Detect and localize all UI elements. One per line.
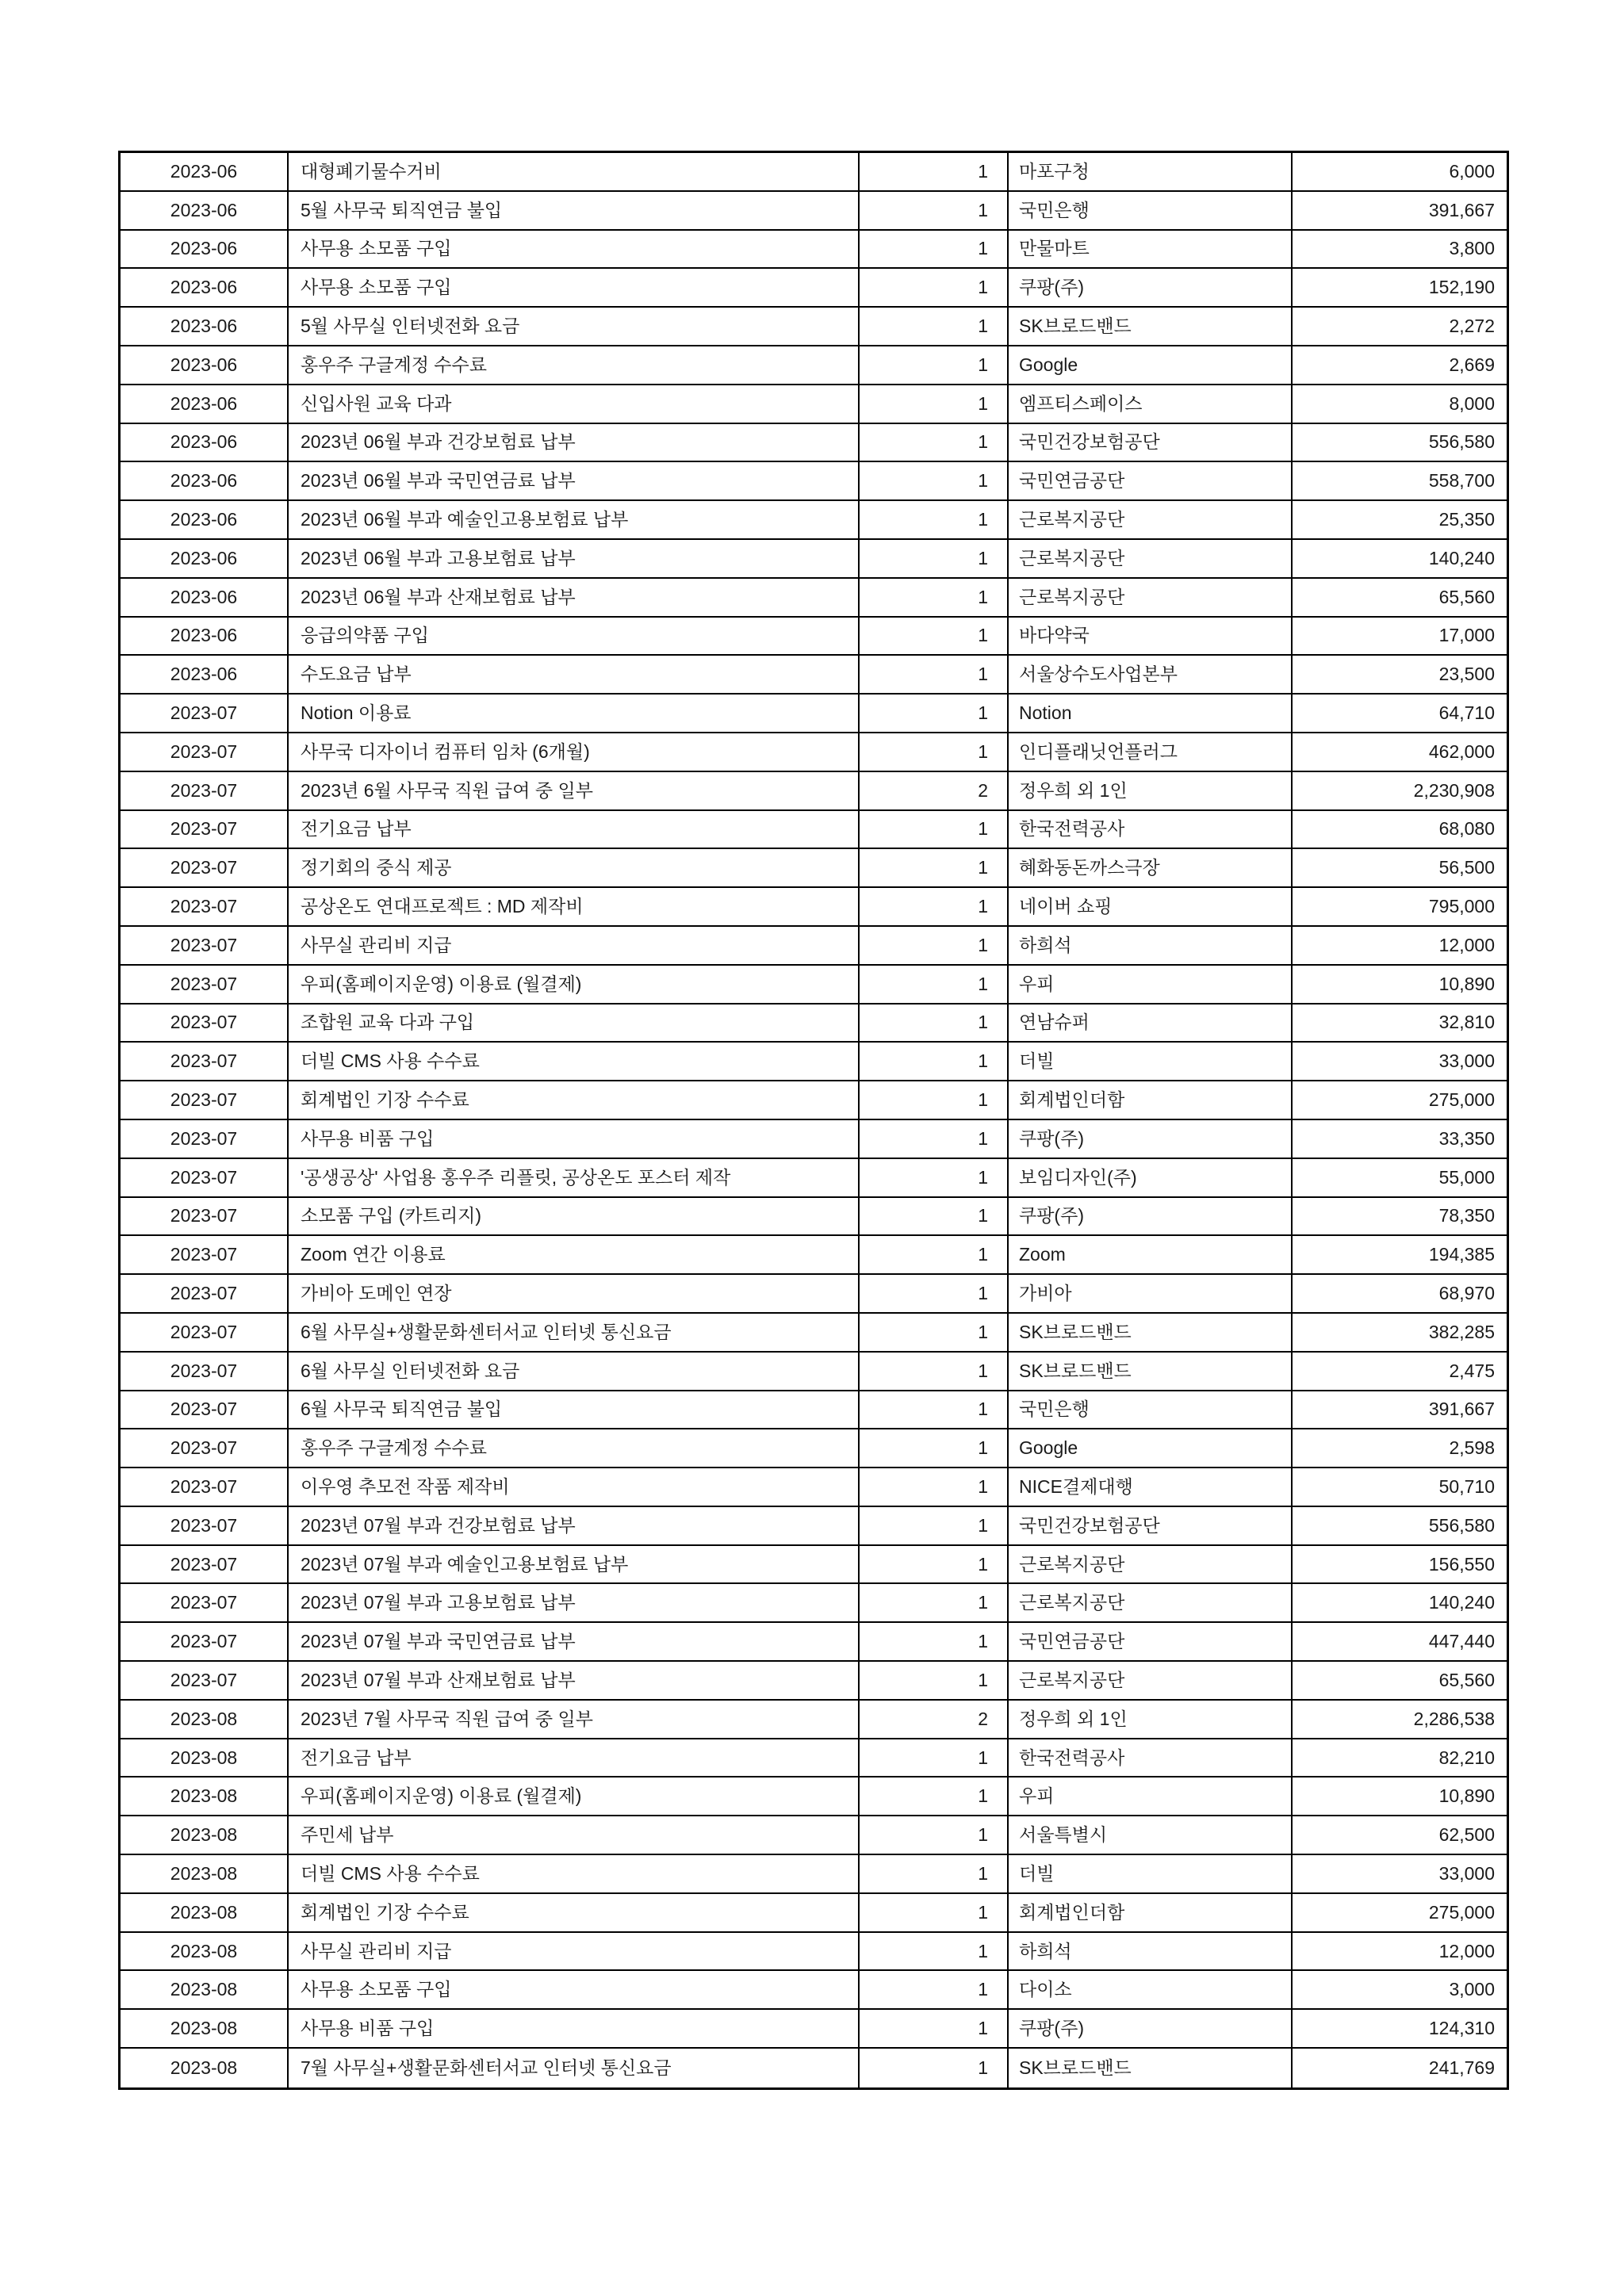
expense-table: [118, 151, 1509, 2090]
cell-quantity: 1: [860, 966, 1009, 1004]
cell-vendor: 우피: [1009, 1777, 1293, 1816]
cell-amount: 82,210: [1293, 1739, 1507, 1778]
cell-description: 소모품 구입 (카트리지): [289, 1198, 860, 1237]
cell-date: 2023-07: [121, 1546, 289, 1585]
cell-amount: 2,669: [1293, 346, 1507, 385]
cell-quantity: 1: [860, 308, 1009, 346]
cell-date: 2023-06: [121, 153, 289, 192]
cell-amount: 6,000: [1293, 153, 1507, 192]
cell-vendor: 만물마트: [1009, 231, 1293, 270]
cell-quantity: 1: [860, 656, 1009, 695]
cell-quantity: 1: [860, 2049, 1009, 2087]
cell-date: 2023-07: [121, 966, 289, 1004]
cell-description: 사무실 관리비 지급: [289, 1933, 860, 1972]
cell-vendor: SK브로드밴드: [1009, 2049, 1293, 2087]
cell-date: 2023-07: [121, 1468, 289, 1507]
cell-amount: 33,350: [1293, 1120, 1507, 1159]
cell-amount: 12,000: [1293, 1933, 1507, 1972]
cell-quantity: 1: [860, 1391, 1009, 1430]
cell-description: 응급의약품 구입: [289, 618, 860, 656]
cell-description: 회계법인 기장 수수료: [289, 1894, 860, 1933]
cell-date: 2023-07: [121, 1236, 289, 1275]
cell-quantity: 1: [860, 2010, 1009, 2049]
cell-vendor: 혜화동돈까스극장: [1009, 849, 1293, 888]
cell-description: 전기요금 납부: [289, 811, 860, 850]
cell-quantity: 1: [860, 1120, 1009, 1159]
cell-vendor: Notion: [1009, 695, 1293, 733]
cell-vendor: 하희석: [1009, 927, 1293, 966]
cell-amount: 3,800: [1293, 231, 1507, 270]
cell-vendor: 정우희 외 1인: [1009, 772, 1293, 811]
cell-description: 5월 사무국 퇴직연금 불입: [289, 192, 860, 231]
cell-amount: 33,000: [1293, 1043, 1507, 1081]
cell-date: 2023-07: [121, 1507, 289, 1546]
cell-vendor: 쿠팡(주): [1009, 1198, 1293, 1237]
cell-quantity: 1: [860, 1894, 1009, 1933]
cell-amount: 68,970: [1293, 1275, 1507, 1314]
cell-quantity: 1: [860, 1275, 1009, 1314]
cell-date: 2023-06: [121, 269, 289, 308]
cell-date: 2023-07: [121, 1043, 289, 1081]
cell-description: 2023년 6월 사무국 직원 급여 중 일부: [289, 772, 860, 811]
cell-vendor: 우피: [1009, 966, 1293, 1004]
cell-description: 2023년 06월 부과 예술인고용보험료 납부: [289, 501, 860, 540]
cell-description: 홍우주 구글계정 수수료: [289, 346, 860, 385]
cell-vendor: 근로복지공단: [1009, 1662, 1293, 1701]
cell-date: 2023-08: [121, 1894, 289, 1933]
cell-quantity: 1: [860, 1081, 1009, 1120]
cell-date: 2023-07: [121, 1314, 289, 1353]
cell-amount: 50,710: [1293, 1468, 1507, 1507]
cell-quantity: 1: [860, 501, 1009, 540]
cell-vendor: 근로복지공단: [1009, 501, 1293, 540]
cell-amount: 2,230,908: [1293, 772, 1507, 811]
cell-description: 회계법인 기장 수수료: [289, 1081, 860, 1120]
cell-vendor: 국민건강보험공단: [1009, 1507, 1293, 1546]
cell-quantity: 1: [860, 1777, 1009, 1816]
cell-vendor: 엠프티스페이스: [1009, 385, 1293, 424]
cell-amount: 462,000: [1293, 733, 1507, 772]
cell-vendor: 회계법인더함: [1009, 1894, 1293, 1933]
cell-description: 2023년 07월 부과 고용보험료 납부: [289, 1584, 860, 1623]
cell-vendor: 국민건강보험공단: [1009, 424, 1293, 463]
cell-amount: 68,080: [1293, 811, 1507, 850]
cell-description: 수도요금 납부: [289, 656, 860, 695]
cell-amount: 10,890: [1293, 966, 1507, 1004]
cell-vendor: 서울특별시: [1009, 1816, 1293, 1855]
cell-amount: 194,385: [1293, 1236, 1507, 1275]
cell-description: 우피(홈페이지운영) 이용료 (월결제): [289, 966, 860, 1004]
cell-quantity: 1: [860, 1662, 1009, 1701]
cell-quantity: 1: [860, 269, 1009, 308]
cell-description: 신입사원 교육 다과: [289, 385, 860, 424]
cell-date: 2023-07: [121, 888, 289, 927]
cell-description: 2023년 07월 부과 예술인고용보험료 납부: [289, 1546, 860, 1585]
cell-vendor: NICE결제대행: [1009, 1468, 1293, 1507]
cell-vendor: 국민은행: [1009, 1391, 1293, 1430]
cell-date: 2023-07: [121, 1081, 289, 1120]
cell-date: 2023-07: [121, 1275, 289, 1314]
cell-vendor: 연남슈퍼: [1009, 1004, 1293, 1043]
cell-vendor: 인디플래닛언플러그: [1009, 733, 1293, 772]
cell-description: 사무용 비품 구입: [289, 2010, 860, 2049]
cell-description: 사무용 소모품 구입: [289, 269, 860, 308]
cell-quantity: 1: [860, 1507, 1009, 1546]
cell-amount: 78,350: [1293, 1198, 1507, 1237]
cell-amount: 65,560: [1293, 579, 1507, 618]
cell-description: 홍우주 구글계정 수수료: [289, 1429, 860, 1468]
cell-amount: 65,560: [1293, 1662, 1507, 1701]
cell-quantity: 1: [860, 1584, 1009, 1623]
cell-description: 사무실 관리비 지급: [289, 927, 860, 966]
cell-date: 2023-07: [121, 1004, 289, 1043]
cell-vendor: 근로복지공단: [1009, 1546, 1293, 1585]
cell-date: 2023-07: [121, 1662, 289, 1701]
cell-quantity: 1: [860, 1429, 1009, 1468]
cell-vendor: 국민은행: [1009, 192, 1293, 231]
cell-quantity: 1: [860, 811, 1009, 850]
cell-description: 더빌 CMS 사용 수수료: [289, 1855, 860, 1894]
cell-quantity: 1: [860, 1353, 1009, 1391]
cell-amount: 124,310: [1293, 2010, 1507, 2049]
cell-description: 조합원 교육 다과 구입: [289, 1004, 860, 1043]
cell-vendor: 근로복지공단: [1009, 1584, 1293, 1623]
cell-amount: 2,598: [1293, 1429, 1507, 1468]
cell-amount: 241,769: [1428, 2057, 1495, 2078]
cell-vendor: 근로복지공단: [1009, 540, 1293, 579]
cell-quantity: 1: [860, 385, 1009, 424]
cell-date: 2023-08: [121, 2049, 289, 2087]
cell-quantity: 1: [860, 1314, 1009, 1353]
cell-date: 2023-07: [121, 927, 289, 966]
cell-vendor: 회계법인더함: [1009, 1081, 1293, 1120]
cell-vendor: 더빌: [1009, 1043, 1293, 1081]
cell-amount: 2,272: [1293, 308, 1507, 346]
cell-amount: 2,475: [1293, 1353, 1507, 1391]
cell-amount: 12,000: [1293, 927, 1507, 966]
cell-amount: 2,286,538: [1293, 1701, 1507, 1739]
cell-date: 2023-07: [121, 1353, 289, 1391]
cell-date: 2023-06: [121, 579, 289, 618]
cell-quantity: 1: [860, 1004, 1009, 1043]
cell-date: 2023-06: [121, 231, 289, 270]
cell-quantity: 1: [860, 695, 1009, 733]
cell-quantity: 1: [860, 579, 1009, 618]
cell-description: 2023년 7월 사무국 직원 급여 중 일부: [289, 1701, 860, 1739]
cell-description: 2023년 07월 부과 국민연금료 납부: [289, 1623, 860, 1662]
cell-date: 2023-06: [121, 192, 289, 231]
cell-amount: 55,000: [1293, 1159, 1507, 1198]
cell-description: 정기회의 중식 제공: [289, 849, 860, 888]
cell-description: Zoom 연간 이용료: [289, 1236, 860, 1275]
cell-description: 사무용 소모품 구입: [289, 1971, 860, 2010]
cell-quantity: 1: [860, 849, 1009, 888]
cell-vendor: 더빌: [1009, 1855, 1293, 1894]
cell-quantity: 1: [860, 1739, 1009, 1778]
cell-amount: 64,710: [1293, 695, 1507, 733]
cell-description: 2023년 06월 부과 건강보험료 납부: [289, 424, 860, 463]
cell-vendor: 마포구청: [1009, 153, 1293, 192]
cell-quantity: 1: [860, 1816, 1009, 1855]
cell-amount: 556,580: [1293, 424, 1507, 463]
cell-date: 2023-07: [121, 1584, 289, 1623]
cell-date: 2023-08: [121, 1816, 289, 1855]
cell-amount: 140,240: [1293, 1584, 1507, 1623]
cell-date: 2023-06: [121, 346, 289, 385]
cell-vendor: 보임디자인(주): [1009, 1159, 1293, 1198]
cell-description: 2023년 06월 부과 고용보험료 납부: [289, 540, 860, 579]
cell-quantity: 2: [860, 772, 1009, 811]
cell-quantity: 2: [860, 1701, 1009, 1739]
cell-description: 2023년 07월 부과 건강보험료 납부: [289, 1507, 860, 1546]
cell-date: 2023-06: [121, 424, 289, 463]
cell-amount: 3,000: [1293, 1971, 1507, 2010]
cell-vendor: 서울상수도사업본부: [1009, 656, 1293, 695]
cell-amount: 795,000: [1293, 888, 1507, 927]
cell-date: 2023-08: [121, 1739, 289, 1778]
cell-quantity: 1: [860, 888, 1009, 927]
cell-date: 2023-06: [121, 308, 289, 346]
cell-description: 2023년 07월 부과 산재보험료 납부: [289, 1662, 860, 1701]
cell-vendor: 근로복지공단: [1009, 579, 1293, 618]
cell-description: Notion 이용료: [289, 695, 860, 733]
cell-vendor: SK브로드밴드: [1009, 308, 1293, 346]
cell-description: 사무국 디자이너 컴퓨터 임차 (6개월): [289, 733, 860, 772]
cell-vendor: 한국전력공사: [1009, 1739, 1293, 1778]
cell-quantity: 1: [860, 1043, 1009, 1081]
cell-date: 2023-07: [121, 733, 289, 772]
cell-vendor: 한국전력공사: [1009, 811, 1293, 850]
cell-description: 2023년 06월 부과 산재보험료 납부: [289, 579, 860, 618]
cell-quantity: 1: [860, 1623, 1009, 1662]
cell-amount: 62,500: [1293, 1816, 1507, 1855]
cell-amount: 275,000: [1293, 1081, 1507, 1120]
cell-quantity: 1: [860, 1159, 1009, 1198]
cell-vendor: Zoom: [1009, 1236, 1293, 1275]
cell-description: 사무용 소모품 구입: [289, 231, 860, 270]
cell-quantity: 1: [860, 462, 1009, 501]
cell-date: 2023-06: [121, 656, 289, 695]
cell-amount: 558,700: [1293, 462, 1507, 501]
cell-quantity: 1: [860, 1236, 1009, 1275]
cell-quantity: 1: [860, 618, 1009, 656]
cell-vendor: 가비아: [1009, 1275, 1293, 1314]
cell-amount: 25,350: [1293, 501, 1507, 540]
cell-description: 공상온도 연대프로젝트 : MD 제작비: [289, 888, 860, 927]
cell-amount: 32,810: [1293, 1004, 1507, 1043]
cell-description: 2023년 06월 부과 국민연금료 납부: [289, 462, 860, 501]
cell-date: 2023-07: [121, 1429, 289, 1468]
cell-vendor: 국민연금공단: [1009, 462, 1293, 501]
cell-date: 2023-08: [121, 1971, 289, 2010]
cell-amount: 17,000: [1293, 618, 1507, 656]
cell-quantity: 1: [860, 1855, 1009, 1894]
cell-vendor: SK브로드밴드: [1009, 1314, 1293, 1353]
cell-date: 2023-06: [121, 618, 289, 656]
cell-vendor: 쿠팡(주): [1009, 2010, 1293, 2049]
cell-description: 7월 사무실+생활문화센터서교 인터넷 통신요금: [289, 2049, 860, 2087]
cell-date: 2023-06: [121, 462, 289, 501]
cell-amount: 391,667: [1293, 1391, 1507, 1430]
cell-quantity: 1: [860, 346, 1009, 385]
cell-date: 2023-06: [121, 540, 289, 579]
cell-description: 주민세 납부: [289, 1816, 860, 1855]
cell-amount: 447,440: [1293, 1623, 1507, 1662]
cell-date: 2023-07: [121, 1159, 289, 1198]
cell-vendor: 다이소: [1009, 1971, 1293, 2010]
cell-vendor: Google: [1009, 1429, 1293, 1468]
cell-amount: 391,667: [1293, 192, 1507, 231]
cell-amount: 152,190: [1293, 269, 1507, 308]
cell-quantity: 1: [860, 1198, 1009, 1237]
cell-date: 2023-07: [121, 811, 289, 850]
cell-quantity: 1: [860, 424, 1009, 463]
cell-vendor: 쿠팡(주): [1009, 269, 1293, 308]
cell-amount: 156,550: [1293, 1546, 1507, 1585]
cell-amount: 56,500: [1293, 849, 1507, 888]
cell-description: 사무용 비품 구입: [289, 1120, 860, 1159]
cell-description: 6월 사무실+생활문화센터서교 인터넷 통신요금: [289, 1314, 860, 1353]
cell-quantity: 1: [860, 153, 1009, 192]
cell-description: 전기요금 납부: [289, 1739, 860, 1778]
cell-date: 2023-08: [121, 1777, 289, 1816]
cell-vendor: Google: [1009, 346, 1293, 385]
cell-date: 2023-06: [121, 385, 289, 424]
cell-description: 5월 사무실 인터넷전화 요금: [289, 308, 860, 346]
cell-quantity: 1: [860, 927, 1009, 966]
cell-date: 2023-07: [121, 1391, 289, 1430]
cell-date: 2023-07: [121, 1120, 289, 1159]
cell-quantity: 1: [860, 540, 1009, 579]
cell-vendor: SK브로드밴드: [1009, 1353, 1293, 1391]
cell-vendor: 네이버 쇼핑: [1009, 888, 1293, 927]
cell-vendor: 국민연금공단: [1009, 1623, 1293, 1662]
cell-quantity: 1: [860, 192, 1009, 231]
cell-vendor: 쿠팡(주): [1009, 1120, 1293, 1159]
cell-amount: 275,000: [1293, 1894, 1507, 1933]
cell-description: 6월 사무실 인터넷전화 요금: [289, 1353, 860, 1391]
cell-description: 6월 사무국 퇴직연금 불입: [289, 1391, 860, 1430]
cell-quantity: 1: [860, 1468, 1009, 1507]
cell-vendor: 하희석: [1009, 1933, 1293, 1972]
cell-date: 2023-08: [121, 2010, 289, 2049]
cell-date: 2023-07: [121, 1623, 289, 1662]
cell-quantity: 1: [860, 1546, 1009, 1585]
cell-amount: 10,890: [1293, 1777, 1507, 1816]
cell-date: 2023-06: [121, 501, 289, 540]
cell-description: 더빌 CMS 사용 수수료: [289, 1043, 860, 1081]
cell-date: 2023-07: [121, 849, 289, 888]
cell-description: 대형폐기물수거비: [289, 153, 860, 192]
cell-amount: 8,000: [1293, 385, 1507, 424]
cell-vendor: 정우희 외 1인: [1009, 1701, 1293, 1739]
cell-date: 2023-08: [121, 1701, 289, 1739]
cell-date: 2023-07: [121, 772, 289, 811]
cell-quantity: 1: [860, 231, 1009, 270]
cell-quantity: 1: [860, 1971, 1009, 2010]
cell-description: 이우영 추모전 작품 제작비: [289, 1468, 860, 1507]
cell-amount: 23,500: [1293, 656, 1507, 695]
cell-amount: 556,580: [1293, 1507, 1507, 1546]
cell-quantity: 1: [860, 733, 1009, 772]
cell-description: 우피(홈페이지운영) 이용료 (월결제): [289, 1777, 860, 1816]
cell-quantity: 1: [860, 1933, 1009, 1972]
cell-description: 가비아 도메인 연장: [289, 1275, 860, 1314]
cell-date: 2023-07: [121, 1198, 289, 1237]
cell-vendor: 바다약국: [1009, 618, 1293, 656]
cell-description: '공생공상' 사업용 홍우주 리플릿, 공상온도 포스터 제작: [289, 1159, 860, 1198]
cell-date: 2023-07: [121, 695, 289, 733]
cell-amount: 382,285: [1293, 1314, 1507, 1353]
cell-date: 2023-08: [121, 1933, 289, 1972]
cell-amount: 140,240: [1293, 540, 1507, 579]
cell-amount: 33,000: [1293, 1855, 1507, 1894]
cell-date: 2023-08: [121, 1855, 289, 1894]
